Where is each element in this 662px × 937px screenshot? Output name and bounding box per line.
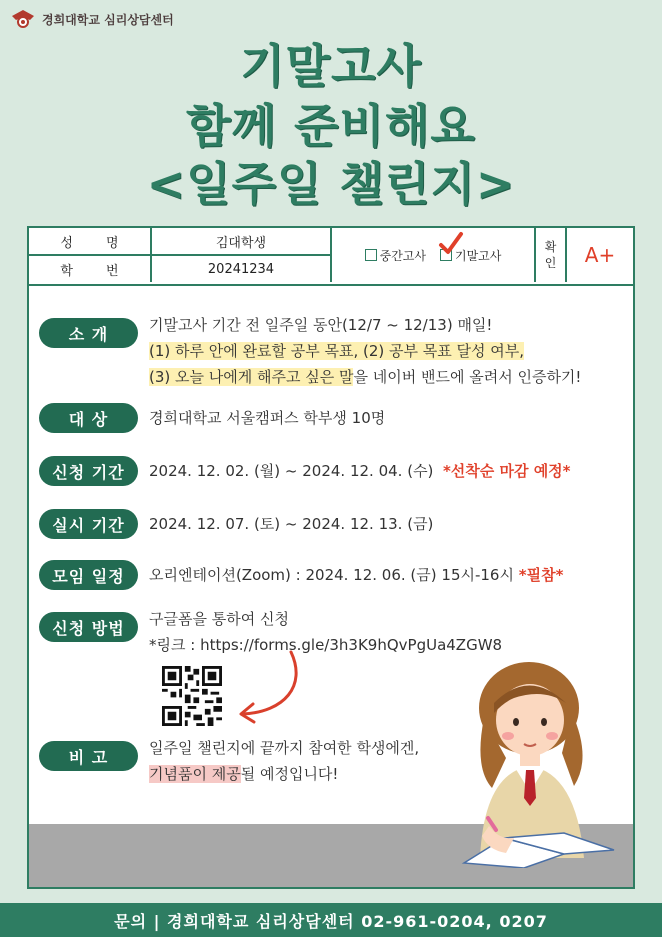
title-line-3: <일주일 챌린지> [146, 157, 516, 211]
intro-content [149, 312, 581, 390]
title-line-2: 함께 준비해요 [186, 99, 476, 153]
section-intro [39, 318, 581, 390]
id-value: 20241234 [152, 256, 332, 282]
intro-label: 소 개 [39, 318, 138, 348]
meeting-text: 오리엔테이션(Zoom) : 2024. 12. 06. (금) 15시-16시 [149, 566, 514, 584]
method-line-1: 구글폼을 통하여 신청 [149, 610, 289, 628]
grade-value: A+ [584, 243, 616, 267]
org-name: 경희대학교 심리상담센터 [42, 12, 174, 27]
midterm-checkbox[interactable] [365, 249, 377, 261]
center-logo-icon [10, 8, 36, 30]
midterm-option[interactable] [365, 247, 426, 264]
section-run-period [39, 509, 433, 539]
section-remarks [39, 741, 419, 787]
contact-footer: 문의 | 경희대학교 심리상담센터 02-961-0204, 0207 [0, 903, 662, 937]
name-value: 김대학생 [152, 228, 332, 256]
remarks-content [149, 735, 419, 787]
qr-code-icon[interactable] [162, 666, 222, 726]
final-label: 기말고사 [455, 248, 502, 263]
method-link[interactable]: *링크 : https://forms.gle/3h3K9hQvPgUa4ZGW8 [149, 636, 503, 654]
apply-period-content [149, 458, 571, 484]
midterm-label: 중간고사 [379, 248, 426, 263]
section-apply-period [39, 456, 571, 486]
section-meeting [39, 560, 563, 590]
meeting-content [149, 562, 563, 588]
apply-period-label: 신청 기간 [39, 456, 138, 486]
remarks-line-1: 일주일 챌린지에 끝까지 참여한 학생에겐, [149, 739, 420, 757]
target-text: 경희대학교 서울캠퍼스 학부생 10명 [149, 409, 386, 427]
method-label: 신청 방법 [39, 612, 138, 642]
name-label: 성 명 [29, 228, 152, 256]
remarks-label: 비 고 [39, 741, 138, 771]
confirm-char-2: 인 [544, 256, 557, 270]
confirm-char-1: 확 [544, 240, 557, 254]
exam-type-selector [332, 228, 536, 282]
apply-period-text: 2024. 12. 02. (월) ~ 2024. 12. 04. (수) [149, 462, 434, 480]
method-content [149, 606, 502, 658]
apply-period-note: *선착순 마감 예정* [442, 462, 571, 480]
center-logo [10, 8, 174, 30]
intro-line-2: (1) 하루 안에 완료할 공부 목표, (2) 공부 목표 달성 여부, [149, 342, 525, 360]
intro-line-3-highlight: (3) 오늘 나에게 해주고 싶은 말 [149, 368, 354, 386]
confirm-label [536, 228, 567, 282]
studying-student-illustration [444, 658, 644, 868]
title-line-1: 기말고사 [240, 39, 422, 93]
checkmark-icon [438, 231, 464, 257]
meeting-label: 모임 일정 [39, 560, 138, 590]
section-target [39, 403, 385, 433]
remarks-line-2-rest: 될 예정입니다! [240, 765, 339, 783]
curved-arrow-icon [229, 646, 309, 726]
meeting-note: *필참* [518, 566, 564, 584]
final-option[interactable] [440, 247, 501, 264]
run-period-text: 2024. 12. 07. (토) ~ 2024. 12. 13. (금) [149, 515, 434, 533]
run-period-label: 실시 기간 [39, 509, 138, 539]
student-info-table [29, 228, 633, 286]
intro-line-1: 기말고사 기간 전 일주일 동안(12/7 ~ 12/13) 매일! [149, 316, 493, 334]
remarks-line-2-highlight: 기념품이 제공 [149, 765, 241, 783]
id-label: 학 번 [29, 256, 152, 282]
target-label: 대 상 [39, 403, 138, 433]
intro-line-3-rest: 을 네이버 밴드에 올려서 인증하기! [353, 368, 582, 386]
challenge-card [27, 226, 635, 889]
